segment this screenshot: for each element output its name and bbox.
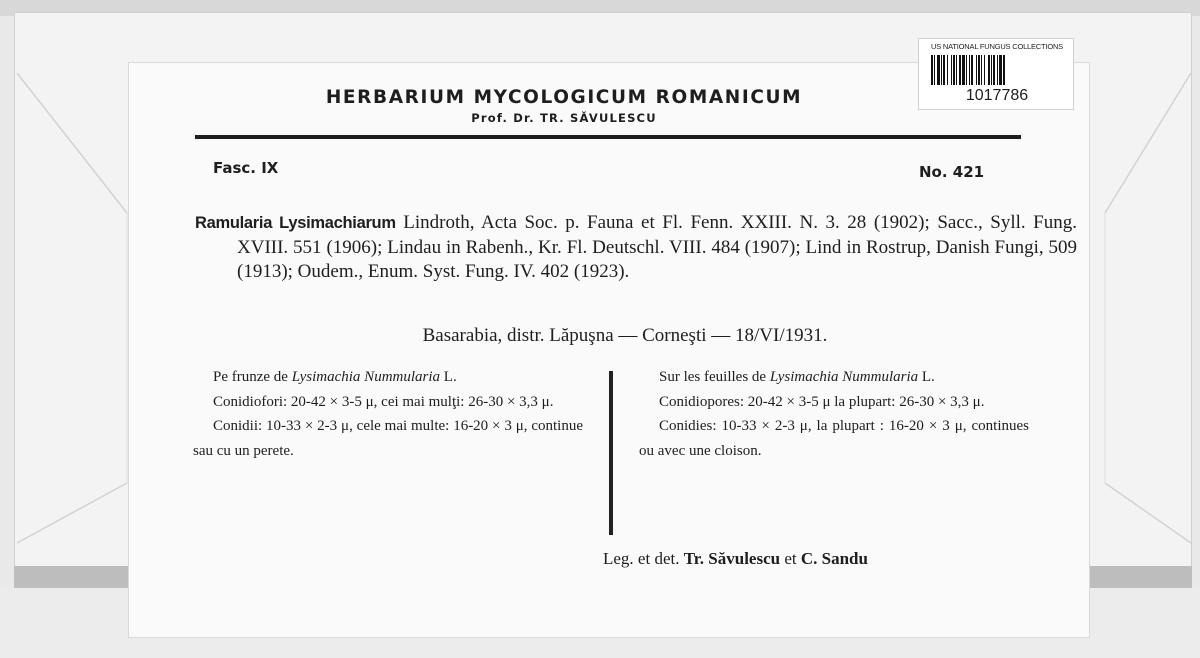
french-conidia: Conidies: 10-33 × 2-3 μ, la plupart : 16-20 × 3 μ, continues ou avec une cloison. (639, 418, 1029, 459)
header-rule (195, 135, 1021, 139)
french-conidiophores: Conidiopores: 20-42 × 3-5 μ la plupart: 26-30 × 3,3 μ. (659, 393, 985, 410)
citation-references: Lindroth, Acta Soc. p. Fauna et Fl. Fenn. XXIII. N. 3. 28 (1902); Sacc., Syll. Fung. XVIII. 551 (1906); Lindau in Rabenh., Kr. Fl. Deutschl. VIII. 484 (1907); Lind in Rostrup, Danish Fungi, 509 (1913); Oudem., Enum. Syst. Fung. IV. 402 (1923). (237, 212, 1078, 282)
romanian-host-prefix: Pe frunze de (213, 369, 288, 385)
determination-conjunction: et (784, 549, 797, 568)
column-divider (609, 371, 613, 535)
collector-secondary: C. Sandu (800, 549, 868, 568)
romanian-host-authority: L. (443, 369, 457, 385)
romanian-conidia: Conidii: 10-33 × 2-3 μ, cele mai multe: 16-20 × 3 μ, continue sau cu un perete. (193, 418, 583, 459)
determination-prefix: Leg. et det. (603, 549, 680, 568)
barcode-icon (931, 55, 1063, 85)
french-host-species: Lysimachia Nummularia (769, 369, 919, 385)
barcode-label (918, 38, 1074, 110)
romanian-host-species: Lysimachia Nummularia (291, 369, 441, 385)
french-description (639, 365, 1029, 463)
romanian-description (193, 365, 583, 463)
romanian-host (193, 365, 583, 390)
romanian-conidiophores: Conidiofori: 20-42 × 3-5 μ, cei mai mulţi: 26-30 × 3,3 μ. (213, 393, 554, 410)
fascicle-number: Fasc. IX (213, 159, 279, 177)
french-host (639, 365, 1029, 390)
herbarium-director: Prof. Dr. TR. SĂVULESCU (471, 111, 657, 125)
herbarium-title: HERBARIUM MYCOLOGICUM ROMANICUM (325, 87, 803, 108)
species-name: Ramularia Lysimachiarum (195, 214, 396, 232)
herbarium-label (128, 62, 1090, 638)
french-host-authority: L. (921, 369, 935, 385)
french-host-prefix: Sur les feuilles de (659, 369, 767, 385)
barcode-institution: US NATIONAL FUNGUS COLLECTIONS (931, 42, 1063, 51)
determination-line (603, 549, 868, 569)
collection-locality: Basarabia, distr. Lăpuşna — Corneşti — 18/VI/1931. (422, 325, 828, 346)
barcode-number: 1017786 (965, 87, 1029, 104)
specimen-number: No. 421 (919, 163, 985, 181)
taxon-citation (195, 211, 1077, 285)
collector-primary: Tr. Săvulescu (683, 549, 781, 568)
